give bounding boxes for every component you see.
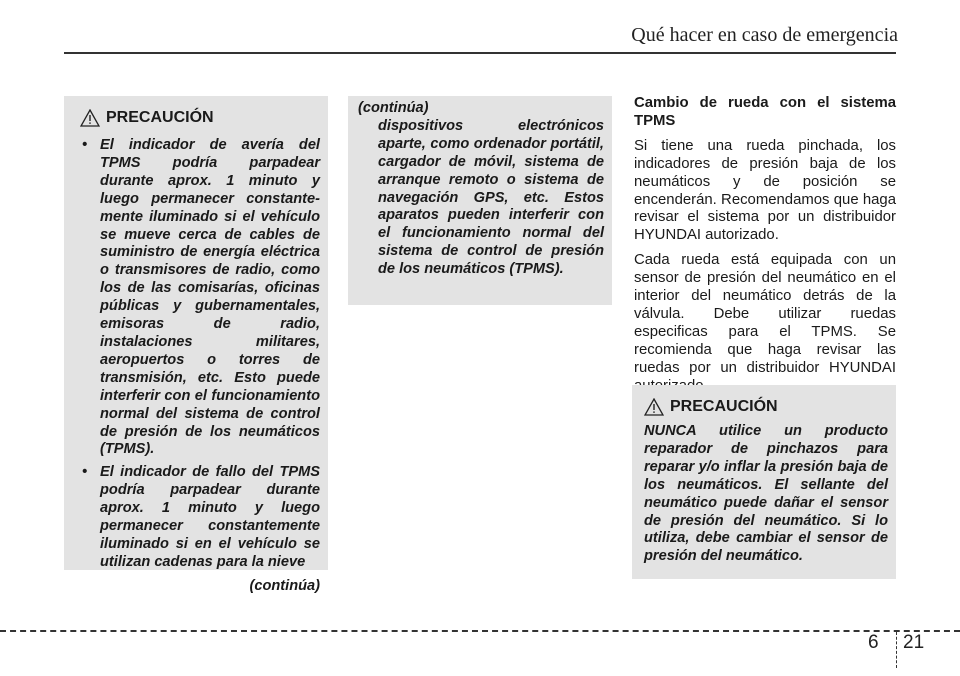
section-paragraph: Cada rueda está equipada con un sensor de presión del neumático en el interior del neumático detrás de la válvula. Debe utilizar ruedas especificas para el TPMS. Se recomienda que haga revisar las ruedas por un distribuidor HYUNDAI (634, 252, 896, 376)
section-heading: Cambio de rueda con el sistema TPMS (634, 95, 896, 129)
caution-box-left (64, 96, 328, 594)
chapter-number: 6 (868, 632, 879, 653)
footer-rule (0, 630, 960, 632)
caution-heading: PRECAUCIÓN (106, 109, 214, 126)
section-paragraph: Si tiene una rueda pinchada, los indicadores de presión baja de los neumáticos y de posición se encenderán. Recomendamos que haga revisar el sistema por un distribuidor HYUNDAI autorizado. (634, 137, 896, 244)
page-separator (896, 632, 897, 668)
continued-label: (continúa) (358, 100, 429, 116)
caution-bullet: • El indicador de fallo del TPMS podría parpadear durante aprox. 1 minuto y luego permanecer constantemente iluminado si en el vehículo se utilizan cadenas para la nieve (80, 464, 320, 571)
caution-heading: PRECAUCIÓN (670, 398, 778, 415)
caution-text: NUNCA utilice un producto reparador de pinchazos para reparar y/o inflar la presión baja de los neumáticos. El sellante del neumático puede dañar el sensor de presión del neumático. Si lo utiliza, debe cambiar el sensor de presión del neumático. (644, 423, 888, 565)
caution-box-continued (348, 96, 612, 305)
page-number: 21 (903, 632, 925, 653)
caution-box-right (632, 385, 896, 579)
caution-bullet: • El indicador de avería del TPMS podría parpadear durante aprox. 1 minuto y luego permanecer constante-mente iluminado si el vehículo se mueve cerca de cables de suministro de energía eléctrica o transmisores de radio, como los de las comisarías, oficinas públicas y gubernamentales, emisoras de radio, instalaciones militares, aeropuertos o torres de transmisión, etc. Esto puede interferir con el funcionamiento normal del sistema de control de presión de los neumáticos (TPMS). (80, 137, 320, 459)
chapter-title: Qué hacer en caso de emergencia (631, 24, 898, 46)
tire-change-section (634, 95, 896, 403)
caution-continued-text: dispositivos electrónicos aparte, como ordenador portátil, cargador de móvil, sistema de arranque remoto o sistema de navegación GPS, etc. Estos aparatos pueden interferir con el funcionamiento normal del sistema de control de presión de los neumáticos (TPMS). (378, 117, 604, 278)
warning-triangle-icon (80, 109, 100, 127)
continues-label: (continúa) (249, 577, 320, 594)
header-rule (64, 52, 896, 54)
caution-header (644, 393, 888, 421)
caution-header (80, 104, 320, 132)
warning-triangle-icon (644, 398, 664, 416)
